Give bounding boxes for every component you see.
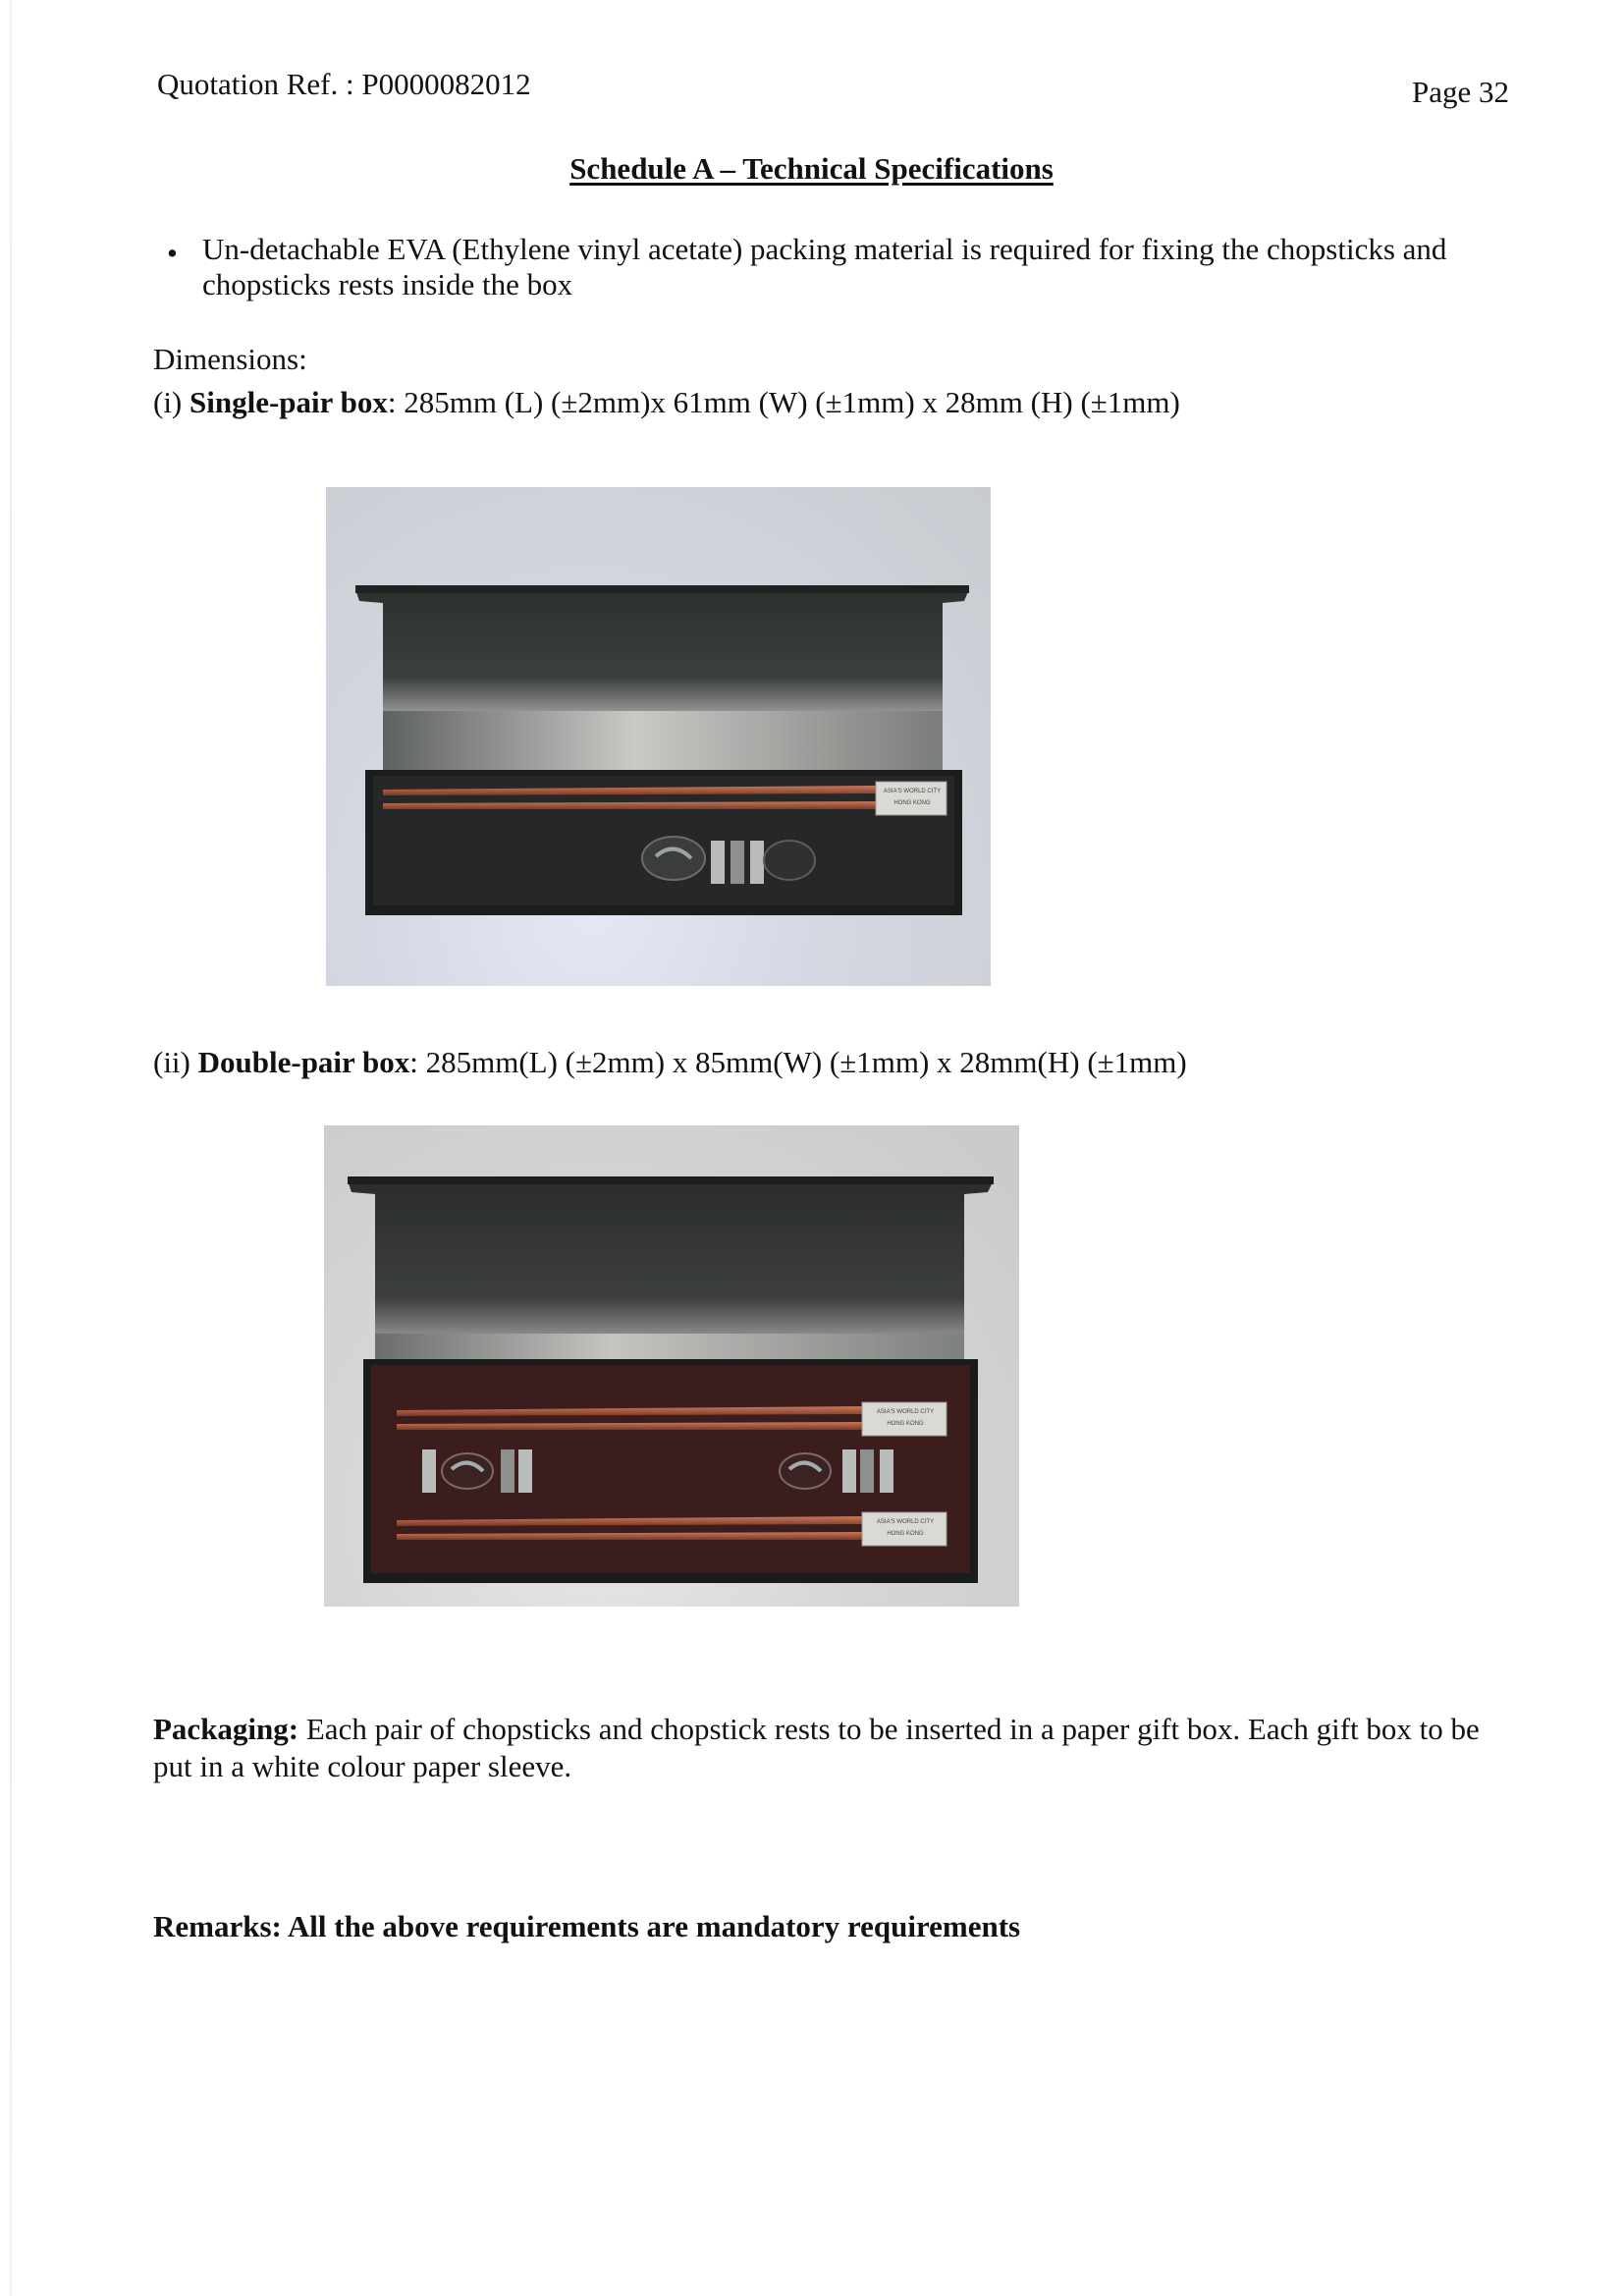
double-pair-dims: : 285mm(L) (±2mm) x 85mm(W) (±1mm) x 28mm(H) (±1mm) — [409, 1045, 1187, 1079]
remarks: Remarks: All the above requirements are mandatory requirements — [153, 1909, 1021, 1943]
photo2-label2-line1: ASIA'S WORLD CITY — [876, 1519, 935, 1525]
dimensions-label: Dimensions: — [153, 342, 307, 376]
photo1-label-line1: ASIA'S WORLD CITY — [883, 789, 942, 794]
quotation-ref: Quotation Ref. : P0000082012 — [157, 67, 531, 101]
single-pair-name: Single-pair box — [189, 385, 388, 419]
double-pair-spec — [153, 1045, 1187, 1080]
photo2-label1-line1: ASIA'S WORLD CITY — [876, 1409, 935, 1415]
page-title: Schedule A – Technical Specifications — [569, 151, 1054, 186]
scan-edge — [10, 0, 12, 2296]
double-pair-prefix: (ii) — [153, 1045, 198, 1079]
double-pair-box-photo — [324, 1125, 1019, 1607]
single-pair-prefix: (i) — [153, 385, 190, 419]
eva-requirement: Un-detachable EVA (Ethylene vinyl acetate) packing material is required for fixing the chopsticks and chopsticks rests inside the box — [202, 232, 1447, 301]
single-pair-dims: : 285mm (L) (±2mm)x 61mm (W) (±1mm) x 28mm (H) (±1mm) — [387, 385, 1180, 419]
photo2-label2-line2: HONG KONG — [887, 1531, 924, 1537]
bullet-icon: • — [167, 236, 178, 270]
packaging-paragraph — [153, 1711, 1508, 1785]
double-pair-name: Double-pair box — [197, 1045, 410, 1079]
page-number: Page 32 — [1411, 75, 1509, 109]
packaging-text: Each pair of chopsticks and chopstick rests to be inserted in a paper gift box. Each gift box to be put in a white colour paper sleeve. — [153, 1712, 1480, 1783]
packaging-label: Packaging: — [153, 1712, 299, 1746]
photo1-label-line2: HONG KONG — [893, 800, 931, 806]
single-pair-box-photo — [326, 487, 991, 986]
single-pair-spec — [153, 385, 1180, 420]
photo2-label1-line2: HONG KONG — [887, 1421, 924, 1427]
